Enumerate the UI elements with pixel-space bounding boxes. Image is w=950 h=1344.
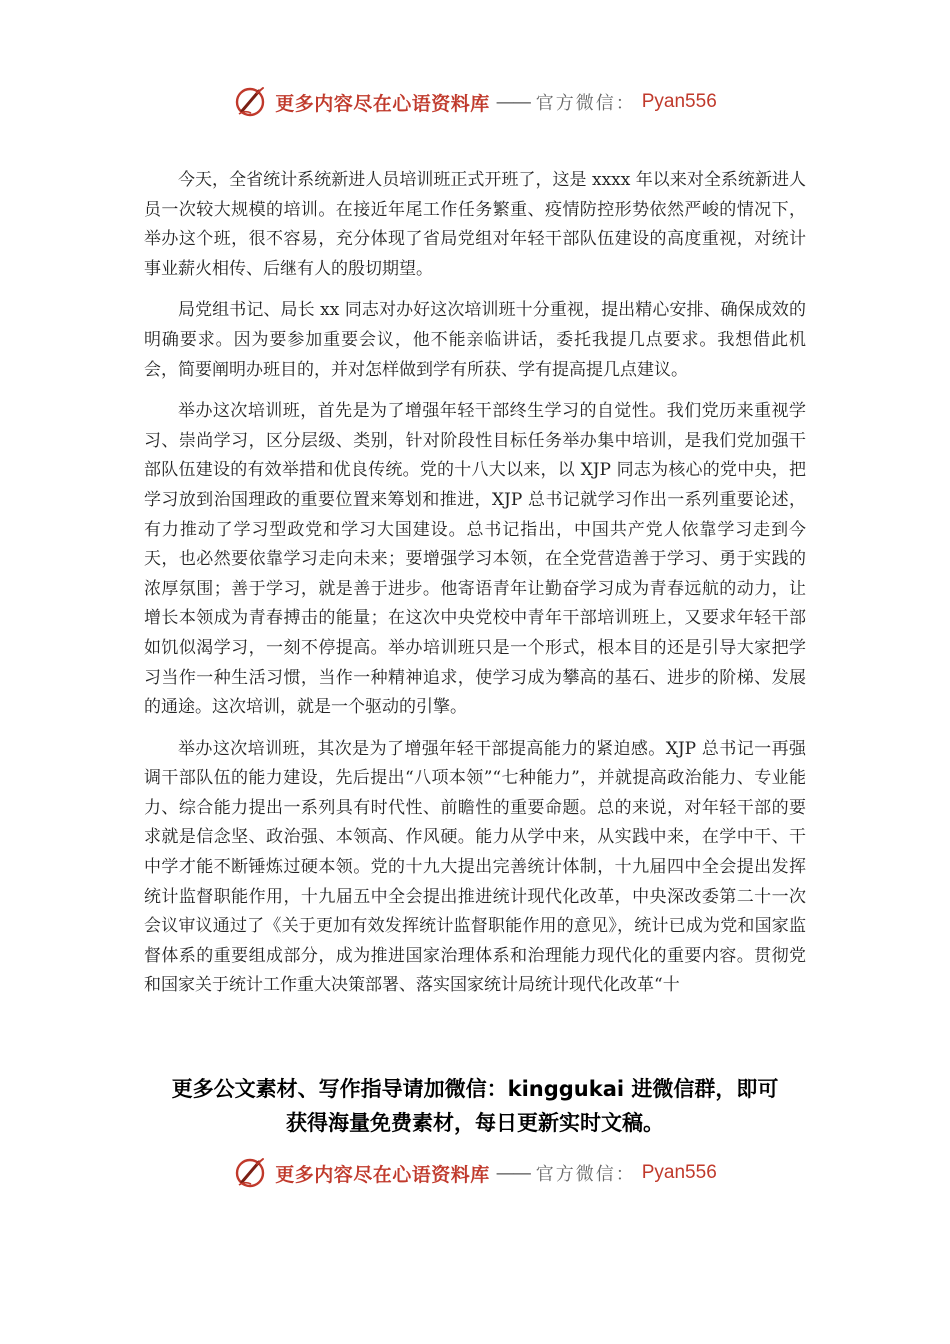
banner-title: 更多内容尽在心语资料库 <box>275 1163 490 1186</box>
banner-wechat-id: Pyan556 <box>641 91 717 112</box>
paragraph-4: 举办这次培训班，其次是为了增强年轻干部提高能力的紧迫感。XJP 总书记一再强调干部队伍的能力建设，先后提出“八项本领”“七种能力”，并就提高政治能力、专业能力、综合能力提出一系列具有时代性、前瞻性的重要命题。总的来说，对年轻干部的要求就是信念坚、政治强、本领高、作风硬。能力从学中来，从实践中来，在学中干、干中学才能不断锤炼过硬本领。党的十九大提出完善统计体制，十九届四中全会提出发挥统计监督职能作用，十九届五中全会提出推进统计现代化改革，中央深改委第二十一次会议审议通过了《关于更加有效发挥统计监督职能作用的意见》，统计已成为党和国家监督体系的重要组成部分，成为推进国家治理体系和治理能力现代化的重要内容。贯彻党和国家关于统计工作重大决策部署、落实国家统计局统计现代化改革“十 <box>144 738 806 996</box>
promo-notice <box>100 1072 850 1140</box>
banner-separator: —— <box>495 1162 530 1184</box>
banner-title: 更多内容尽在心语资料库 <box>275 92 490 115</box>
footer-banner <box>0 1153 950 1193</box>
banner-separator: —— <box>495 91 530 113</box>
paragraph-3: 举办这次培训班，首先是为了增强年轻干部终生学习的自觉性。我们党历来重视学习、崇尚学习，区分层级、类别，针对阶段性目标任务举办集中培训，是我们党加强干部队伍建设的有效举措和优良传统。党的十八大以来，以 XJP 同志为核心的党中央，把学习放到治国理政的重要位置来筹划和推进，XJP 总书记就学习作出一系列重要论述，有力推动了学习型政党和学习大国建设。总书记指出，中国共产党人依靠学习走到今天，也必然要依靠学习走向未来；要增强学习本领，在全党营造善于学习、勇于实践的浓厚氛围；善于学习，就是善于进步。他寄语青年让勤奋学习成为青春远航的动力，让增长本领成为青春搏击的能量；在这次中央党校中青年干部培训班上，又要求年轻干部如饥似渴学习，一刻不停提高。举办培训班只是一个形式，根本目的还是引导大家把学习当作一种生活习惯，当作一种精神追求，使学习成为攀高的基石、进步的阶梯、发展的通途。这次培训，就是一个驱动的引擎。 <box>144 401 806 718</box>
banner-wechat-id: Pyan556 <box>641 1162 717 1183</box>
banner-wechat-label: 官方微信： <box>535 93 636 114</box>
banner-wechat-label: 官方微信： <box>535 1164 636 1185</box>
promo-line-1: 更多公文素材、写作指导请加微信：kinggukai 进微信群，即可 <box>171 1077 779 1101</box>
paragraph-2: 局党组书记、局长 xx 同志对办好这次培训班十分重视，提出精心安排、确保成效的明确要求。因为要参加重要会议，他不能亲临讲话，委托我提几点要求。我想借此机会，简要阐明办班目的，并对怎样做到学有所获、学有提高提几点建议。 <box>144 300 806 380</box>
promo-line-2: 获得海量免费素材，每日更新实时文稿。 <box>286 1111 664 1135</box>
paragraph-1: 今天，全省统计系统新进人员培训班正式开班了，这是 xxxx 年以来对全系统新进人员一次较大规模的培训。在接近年尾工作任务繁重、疫情防控形势依然严峻的情况下，举办这个班，很不容易，充分体现了省局党组对年轻干部队伍建设的高度重视，对统计事业薪火相传、后继有人的殷切期望。 <box>144 170 806 279</box>
document-body <box>144 166 806 1013</box>
pen-circle-logo-icon <box>233 1155 269 1191</box>
pen-circle-logo-icon <box>233 84 269 120</box>
header-banner <box>0 82 950 122</box>
